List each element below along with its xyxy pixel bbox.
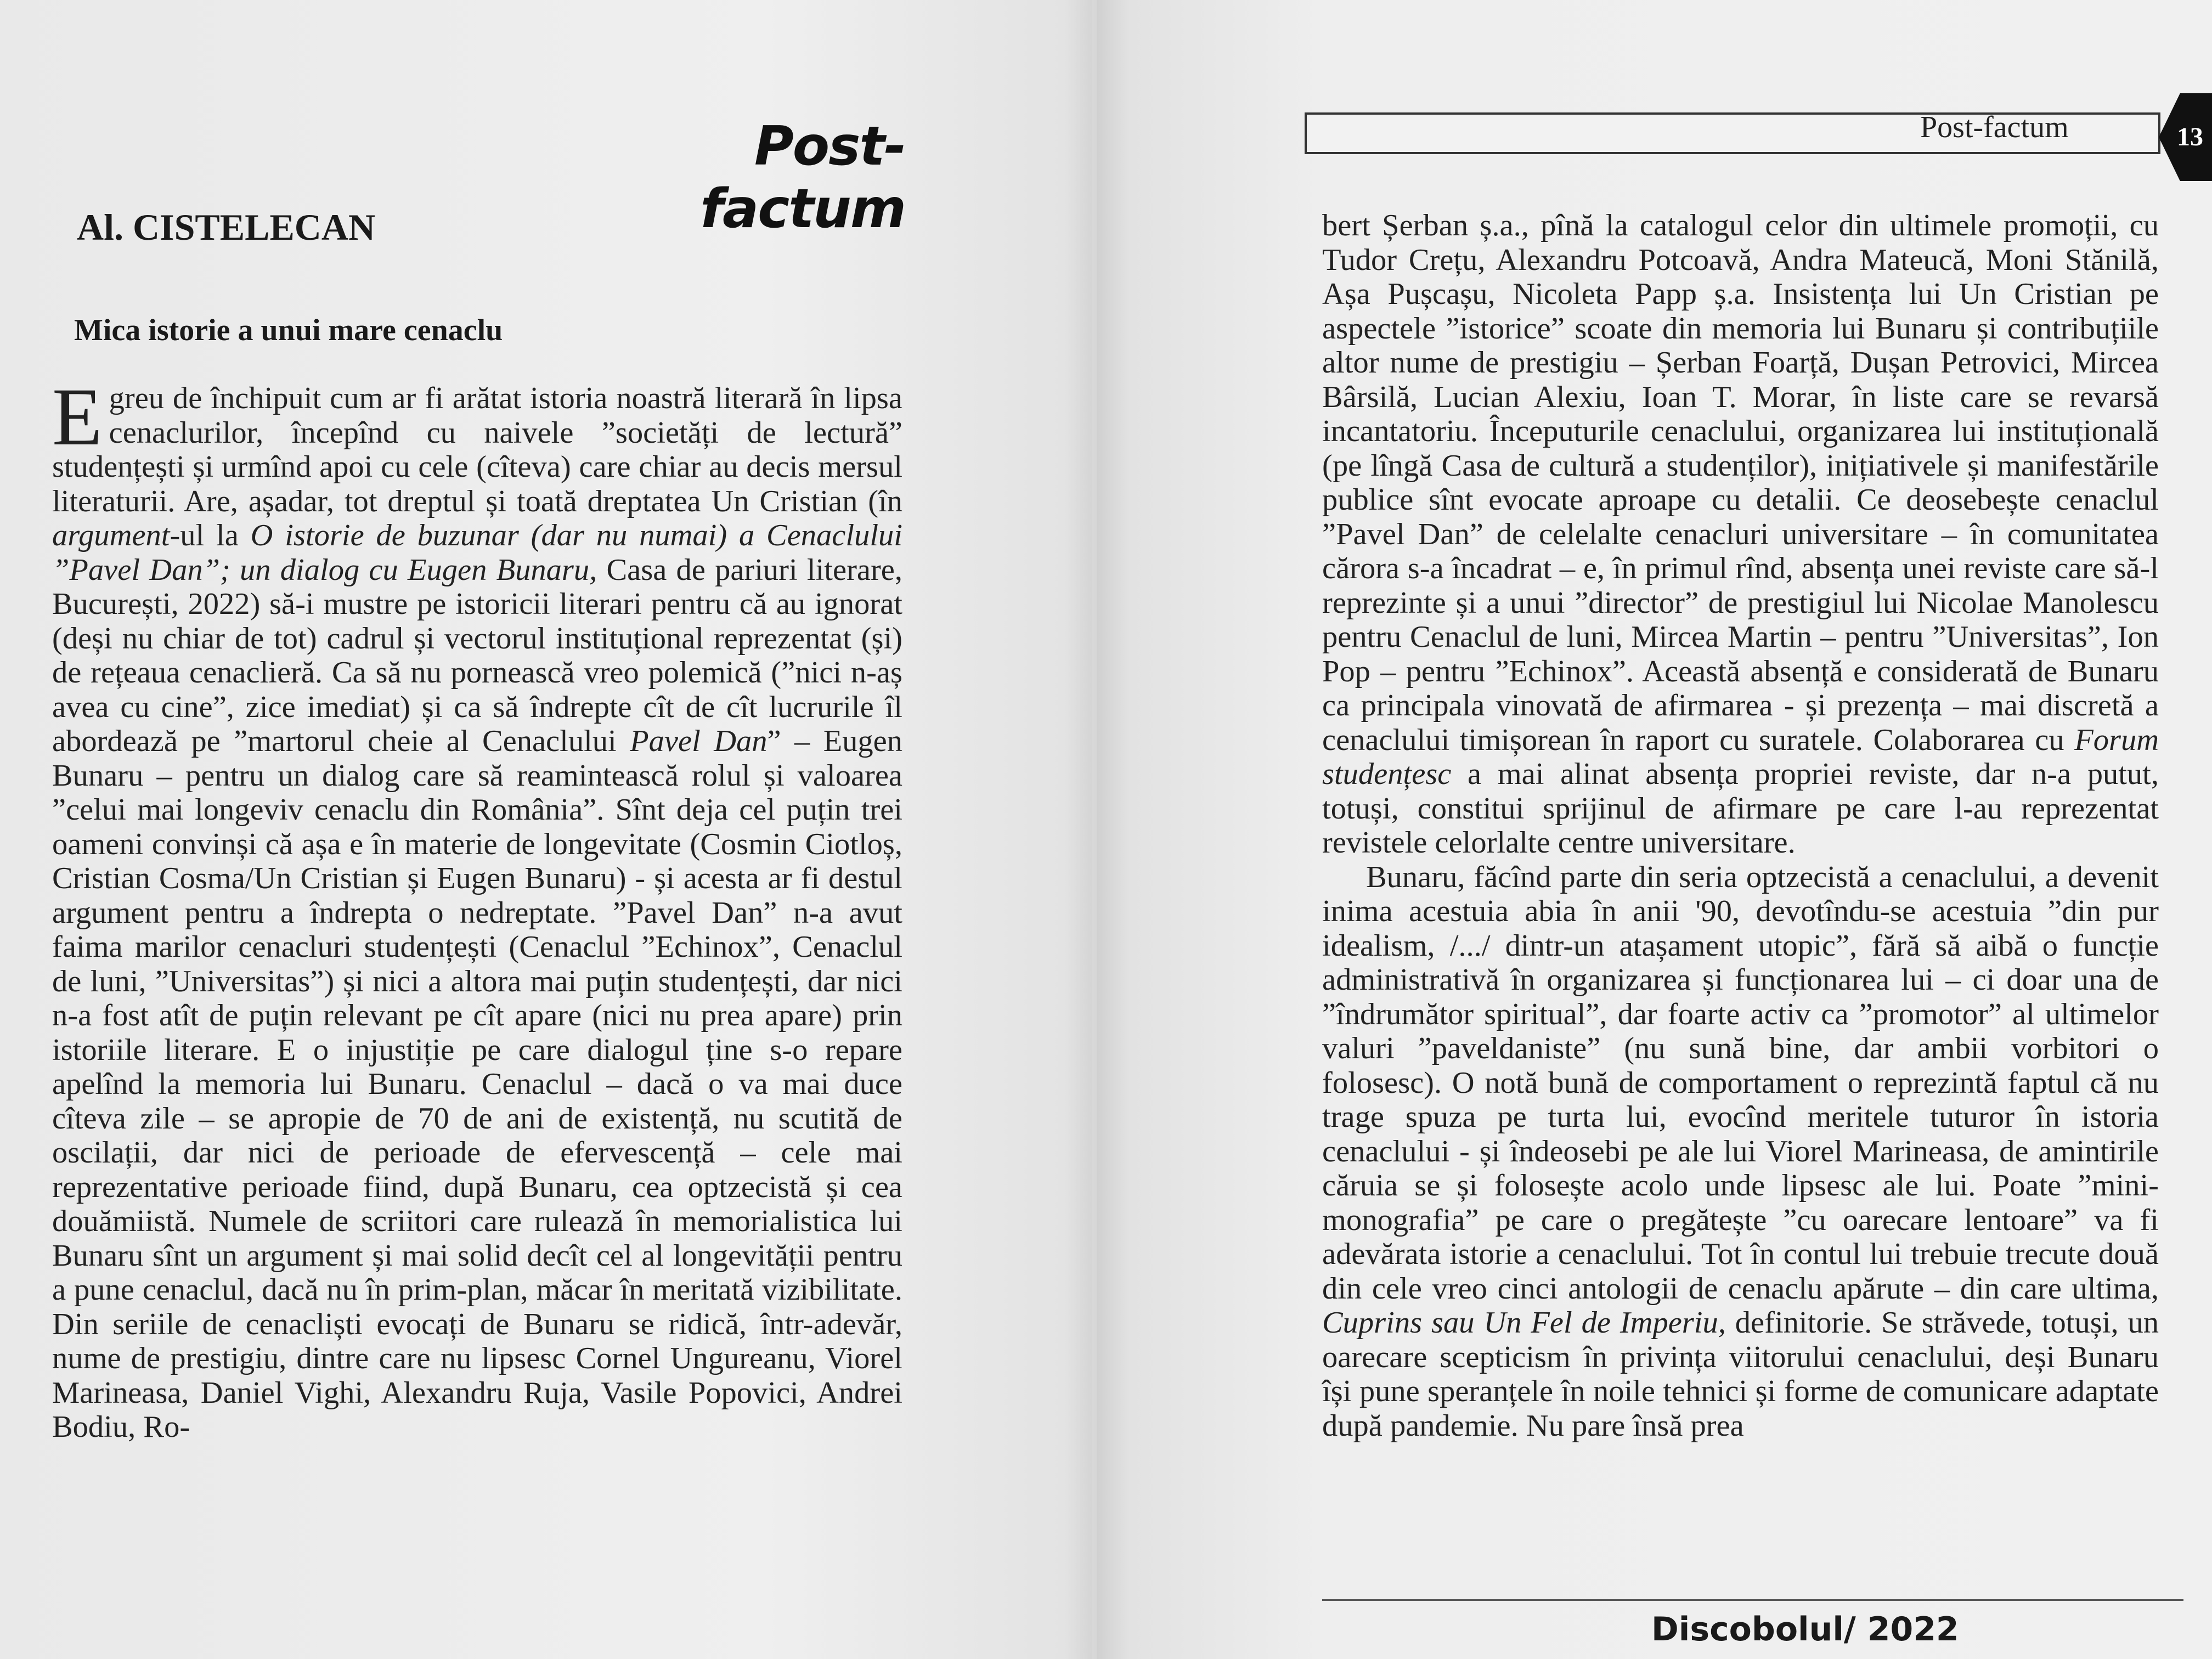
- author-name: Al. CISTELECAN: [77, 206, 376, 248]
- text-run: Bunaru, făcînd parte din seria optzecistă a cenaclului, a devenit inima acestuia abia în anii '90, devotîndu-se acestuia ”din pur idealism, /.../ dintr-un atașament utopic”, fără să aibă o funcție administrativă în organizarea și funcționarea lui – ci doar una de ”îndrumător spiritual”, dar foarte activ ca ”promotor” al ultimelor valuri ”paveldaniste” (nu sună bine, dar ambii vorbitori o folosesc). O notă bună de comportament o reprezintă faptul că nu trage spuza pe turta lui, evocînd meritele tuturor în istoria cenaclului - și îndeosebi pe ale lui Viorel Marineasa, de amintirile căruia se și folosește acolo unde lipsesc ale lui. Poate ”mini-monografia” pe care o pregătește ”cu oarecare lentoare” va fi adevărata istorie a cenaclului. Tot în contul lui trebuie trecute două din cele vreo cinci antologii de cenaclu apărute – din care ultima,: [1322, 860, 2159, 1306]
- book-gutter: [1064, 0, 1130, 1659]
- text-run: Casa de pariuri literare, București, 2022) să-i mustre pe istoricii literari pentru că au ignorat (deși nu chiar de tot) cadrul și vectorul instituțional reprezentat (și) de rețeaua cenaclieră. Ca să nu pornească vreo polemică (”nici n-aș avea cu cine”, zice imediat) și ca să îndrepte cît de cît lucrurile îl abordează pe ”martorul cheie al Cenaclului: [52, 552, 902, 758]
- article-title: Mica istorie a unui mare cenaclu: [74, 313, 503, 347]
- paragraph: [1322, 208, 2159, 860]
- page-number: 13: [2177, 122, 2203, 151]
- book-title-italic: O istorie de buzunar (dar nu numai) a Cenaclului ”Pavel Dan”; un dialog cu Eugen Bunaru,: [52, 518, 902, 587]
- text-run: -ul la: [170, 518, 251, 552]
- section-title: Post-factum: [700, 115, 905, 240]
- paragraph: [52, 371, 903, 1444]
- right-column-text: [1322, 208, 2159, 1443]
- footer-rule: [1322, 1599, 2183, 1601]
- text-run-italic: Pavel Dan: [630, 724, 768, 758]
- text-run-italic: argument: [52, 518, 170, 552]
- paragraph: [1322, 860, 2159, 1443]
- text-run: bert Șerban ș.a., pînă la catalogul celor din ultimele promoții, cu Tudor Crețu, Alexandru Potcoavă, Andra Mateucă, Moni Stănilă, Așa Pușcașu, Nicoleta Papp ș.a. Insistența lui Un Cristian pe aspectele ”istorice” scoate din memoria lui Bunaru și contribuțiile altor nume de prestigiu – Șerban Foarță, Dușan Petrovici, Mircea Bârsilă, Lucian Alexiu, Ioan T. Morar, în liste care se revarsă incantatoriu. Începuturile cenaclului, organizarea lui instituțională (pe lîngă Casa de cultură a studenților), inițiativele și manifestările publice sînt evocate aproape cu detalii. Ce deosebește cenaclul ”Pavel Dan” de celelalte cenacluri universitare – în comunitatea cărora s-a încadrat – e, în primul rînd, absența unei reviste care să-l reprezinte și a unui ”director” de prestigiul lui Nicolae Manolescu pentru Cenaclul de luni, Mircea Martin – pentru ”Universitas”, Ion Pop – pentru ”Echinox”. Această absență e considerată de Bunaru ca principala vinovată de afirmarea - și prezența – mai discretă a cenaclului timișorean în raport cu suratele. Colaborarea cu: [1322, 208, 2159, 757]
- left-column-text: [52, 371, 903, 1444]
- running-header-label: Post-factum: [1920, 110, 2069, 144]
- text-run: a mai alinat absența propriei reviste, dar n-a putut, totuși, constitui sprijinul de afirmare pe care l-au reprezentat revistele celorlalte centre universitare.: [1322, 757, 2159, 860]
- text-run: definitorie. Se străvede, totuși, un oarecare scepticism în privința viitorului cenaclului, deși Bunaru își pune speranțele în noile tehnici și forme de comunicare adaptate după pandemie. Nu pare însă prea: [1322, 1306, 2159, 1443]
- text-run-italic: Forum studențesc: [1322, 723, 2159, 791]
- text-run-italic: Cuprins sau Un Fel de Imperiu,: [1322, 1306, 1726, 1340]
- drop-cap: E: [52, 371, 103, 462]
- footer-label: Discobolul/ 2022: [1651, 1610, 1959, 1649]
- text-run: greu de închipuit cum ar fi arătat istoria noastră literară în lipsa cenaclurilor, începînd cu naivele ”societăți de lectură” studențești și urmînd apoi cu cele (cîteva) care chiar au decis mersul literaturii. Are, așadar, tot dreptul și toată dreptatea Un Cristian (în: [52, 381, 902, 518]
- text-run: ” – Eugen Bunaru – pentru un dialog care să reamintească rolul și valoarea ”celui mai longeviv cenaclu din România”. Sînt deja cel puțin trei oameni convinși că așa e în materie de longevitate (Cosmin Ciotloș, Cristian Cosma/Un Cristian și Eugen Bunaru) - și acesta ar fi destul argument pentru a îndrepta o nedreptate. ”Pavel Dan” n-a avut faima marilor cenacluri studențești (Cenaclul ”Echinox”, Cenaclul de luni, ”Universitas”) și nici a altora mai puțin studențești, dar nici n-a fost atît de puțin relevant pe cît apare (nici nu prea apare) prin istoriile literare. E o injustiție pe care dialogul ține s-o repare apelînd la memoria lui Bunaru. Cenaclul – dacă o va mai duce cîteva zile – se apropie de 70 de ani de existență, nu scutită de oscilații, dar nici de perioade de efervescență – cele mai reprezentative perioade fiind, după Bunaru, cea optzecistă și cea douămiistă. Numele de scriitori care rulează în memorialistica lui Bunaru sînt un argument și mai solid decît cel al longevității pentru a pune cenaclul, dacă nu în prim-plan, măcar în meritată vizibilitate. Din seriile de cenacliști evocați de Bunaru se ridică, într-adevăr, nume de prestigiu, dintre care nu lipsesc Cornel Ungureanu, Viorel Marineasa, Daniel Vighi, Alexandru Ruja, Vasile Popovici, Andrei Bodiu, Ro-: [52, 724, 903, 1444]
